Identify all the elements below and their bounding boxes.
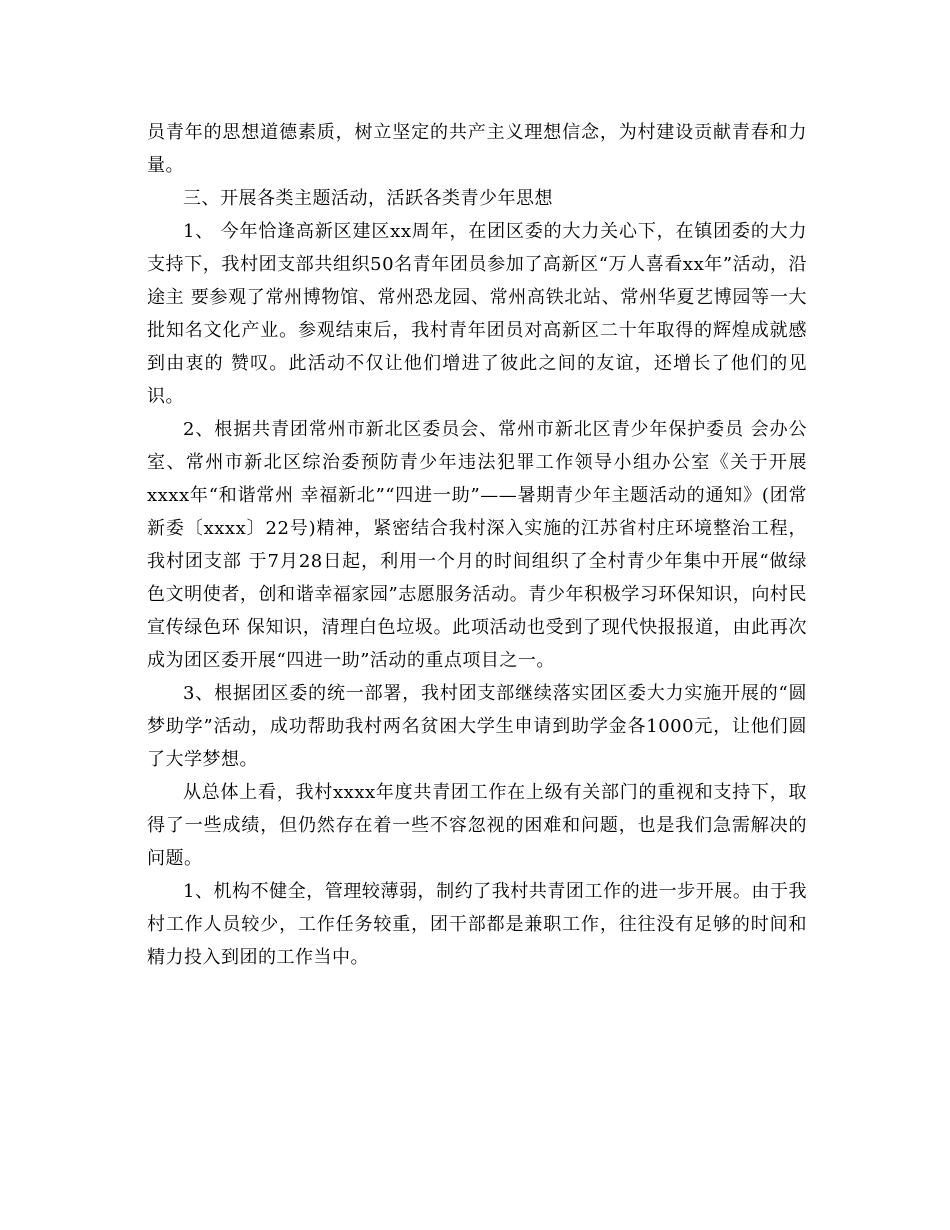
paragraph-summary: 从总体上看，我村xxxx年度共青团工作在上级有关部门的重视和支持下，取得了一些成绩，但仍然存在着一些不容忽视的困难和问题，也是我们急需解决的问题。 [147,782,807,869]
paragraph-problem-1: 1、机构不健全，管理较薄弱，制约了我村共青团工作的进一步开展。由于我村工作人员较少，工作任务较重，团干部都是兼职工作，往往没有足够的时间和精力投入到团的工作当中。 [147,881,807,968]
paragraph-item-1-visit: 1、 今年恰逢高新区建区xx周年，在团区委的大力关心下，在镇团委的大力支持下，我村团支部共组织50名青年团员参加了高新区“万人喜看xx年”活动，沿途主 要参观了常州博物馆、常州恐龙园、常州高铁北站、常州华夏艺博园等一大批知名文化产业。参观结束后，我村青年团员对高新区二十年取得的辉煌成就感到由衷的 赞叹。此活动不仅让他们增进了彼此之间的友谊，还增长了他们的见识。 [147,221,807,407]
paragraph-continuation: 员青年的思想道德素质，树立坚定的共产主义理想信念，为村建设贡献青春和力量。 [147,122,807,176]
document-body [147,116,807,974]
section-heading-3: 三、开展各类主题活动，活跃各类青少年思想 [183,188,553,209]
paragraph-item-2-volunteer: 2、根据共青团常州市新北区委员会、常州市新北区青少年保护委员 会办公室、常州市新北区综治委预防青少年违法犯罪工作领导小组办公室《关于开展xxxx年“和谐常州 幸福新北”“四进一助”——暑期青少年主题活动的通知》(团常新委〔xxxx〕22号)精神，紧密结合我村深入实施的江苏省村庄环境整治工程，我村团支部 于7月28日起，利用一个月的时间组织了全村青少年集中开展“做绿色文明使者，创和谐幸福家园”志愿服务活动。青少年积极学习环保知识，向村民宣传绿色环 保知识，清理白色垃圾。此项活动也受到了现代快报报道，由此再次成为团区委开展“四进一助”活动的重点项目之一。 [147,419,807,671]
paragraph-item-3-scholarship: 3、根据团区委的统一部署，我村团支部继续落实团区委大力实施开展的“圆梦助学”活动，成功帮助我村两名贫困大学生申请到助学金各1000元，让他们圆了大学梦想。 [147,683,807,770]
